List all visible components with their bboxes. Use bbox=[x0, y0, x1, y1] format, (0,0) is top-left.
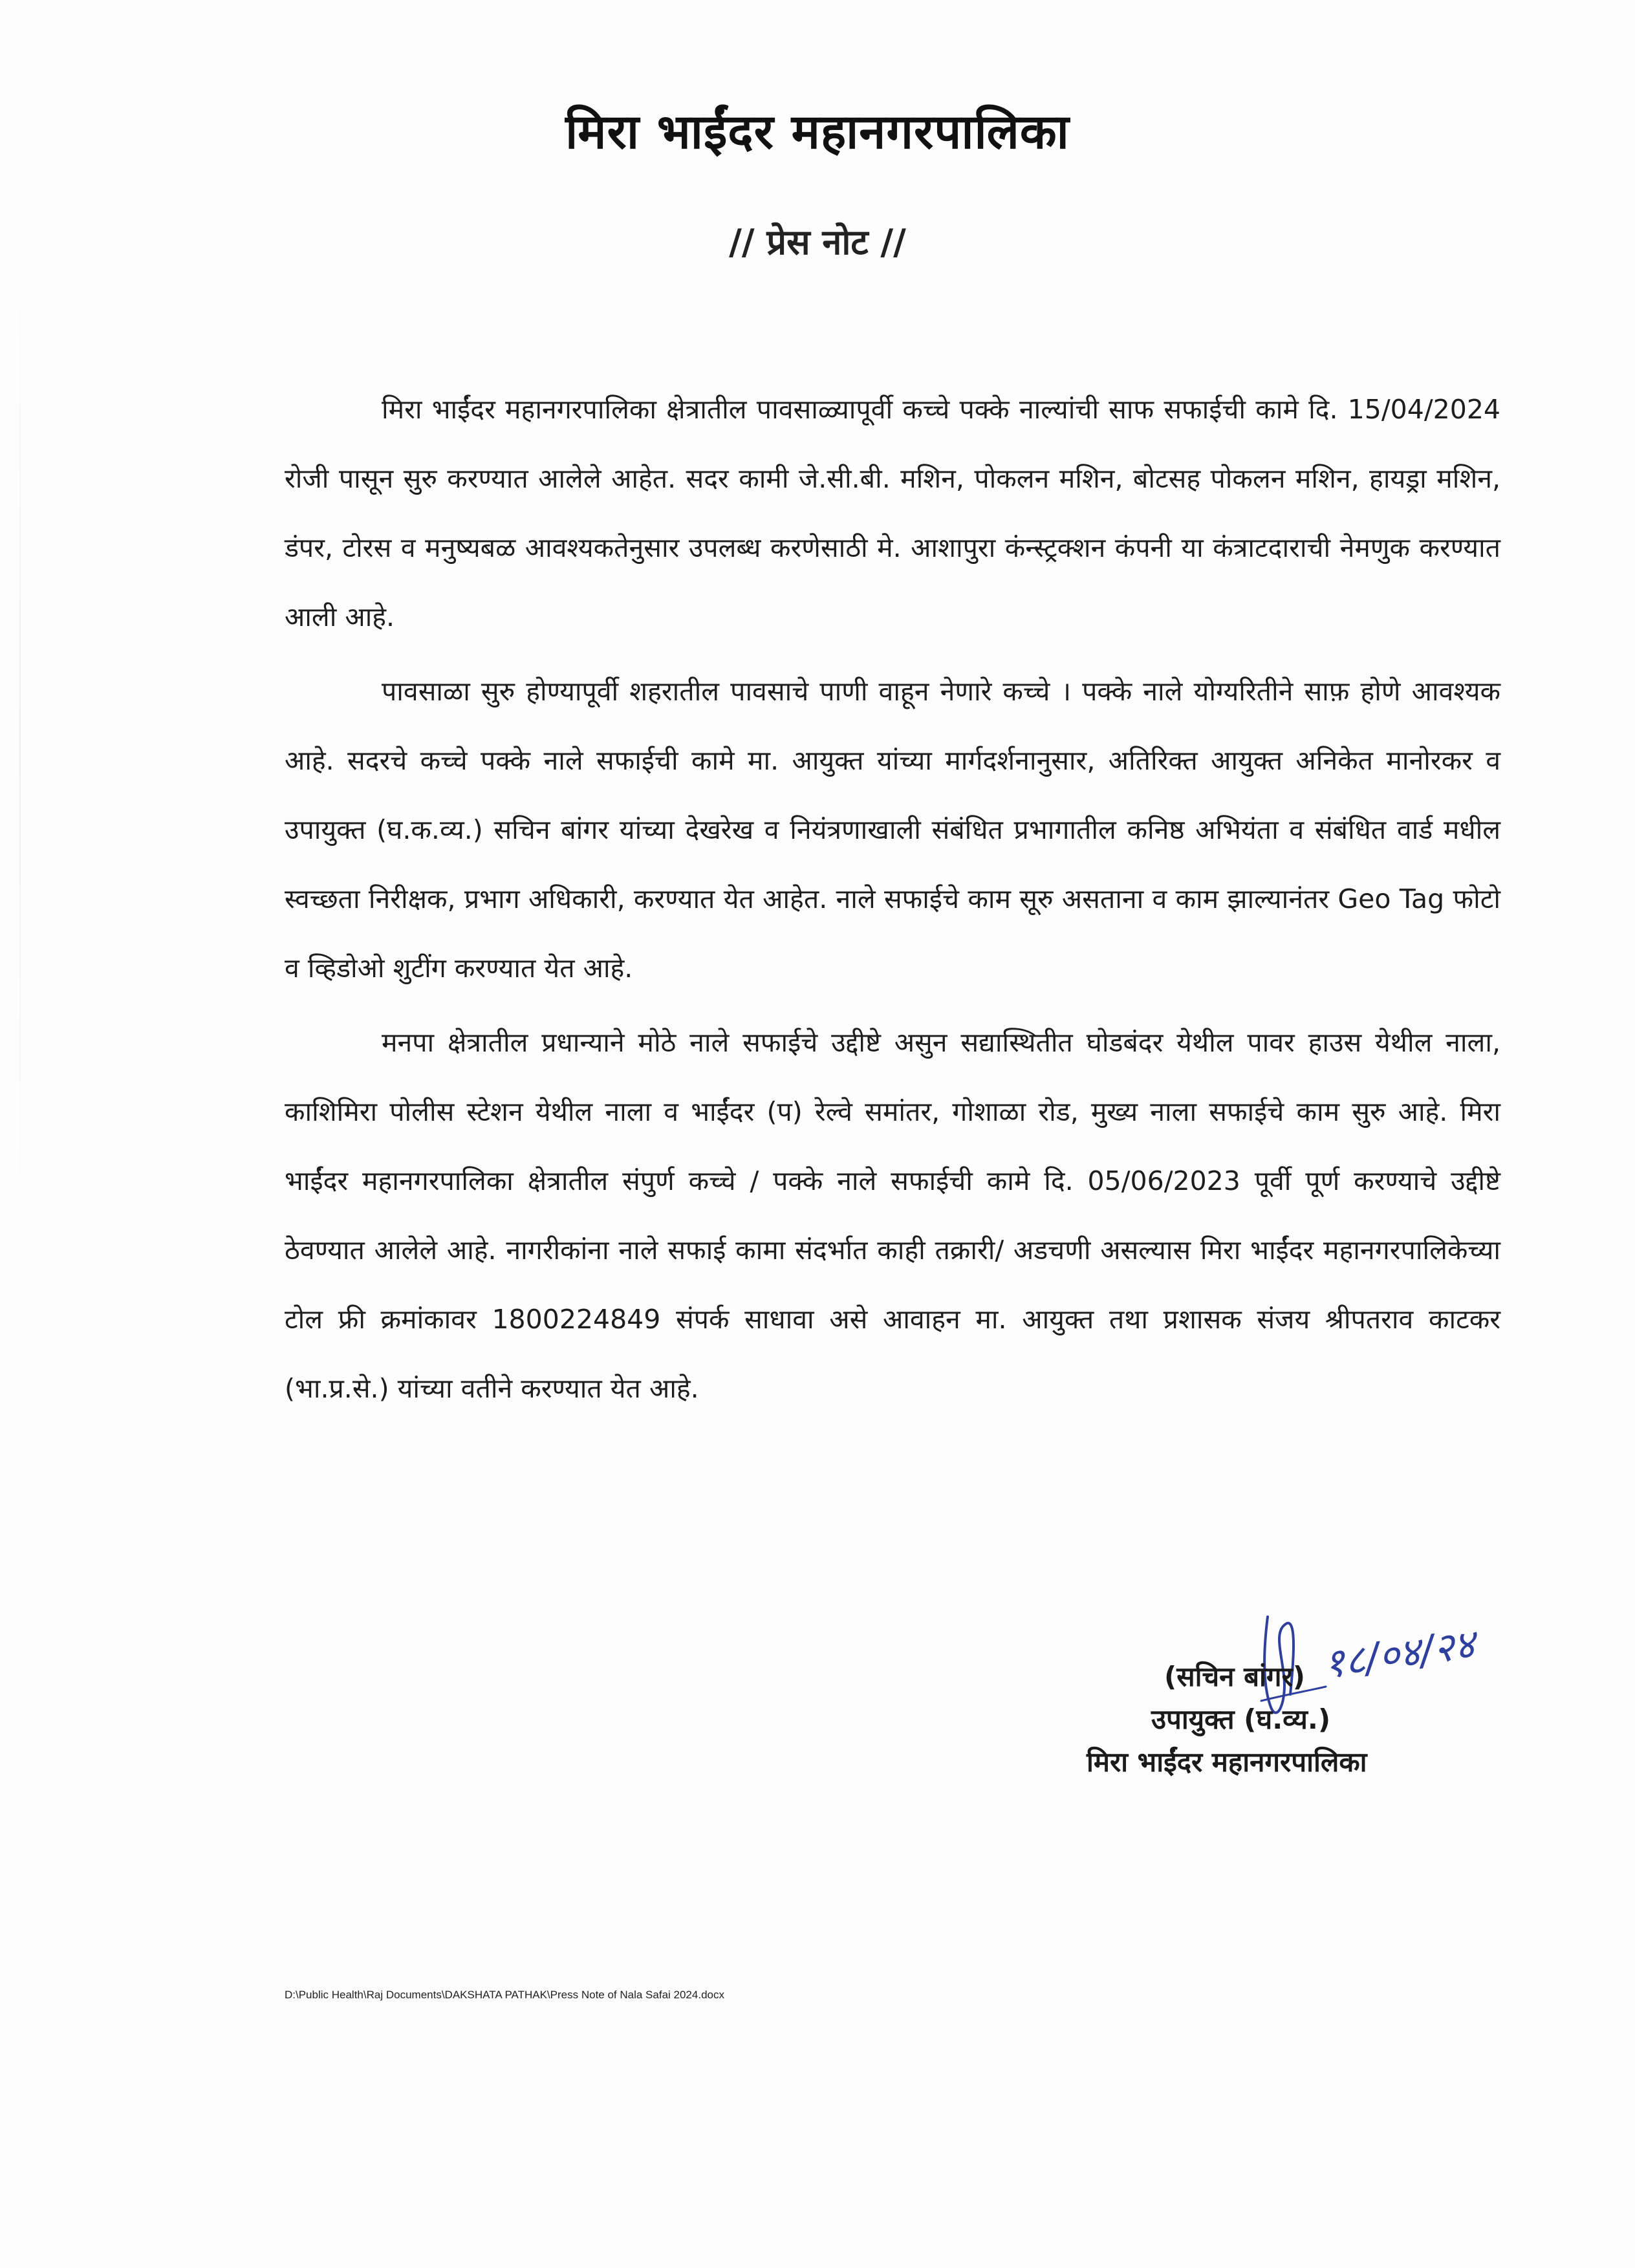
handwritten-date: १८/०४/२४ bbox=[1320, 1619, 1478, 1688]
document-file-path: D:\Public Health\Raj Documents\DAKSHATA PATHAK\Press Note of Nala Safai 2024.docx bbox=[285, 1989, 724, 2001]
press-note-body bbox=[285, 375, 1500, 1429]
signature-block bbox=[1061, 1656, 1513, 1784]
paragraph-2: पावसाळा सुरु होण्यापूर्वी शहरातील पावसाचे पाणी वाहून नेणारे कच्चे । पक्के नाले योग्यरितीने साफ़ होणे आवश्यक आहे. सदरचे कच्चे पक्के नाले सफाईची कामे मा. आयुक्त यांच्या मार्गदर्शनानुसार, अतिरिक्त आयुक्त अनिकेत मानोरकर व उपायुक्त (घ.क.व्य.) सचिन बांगर यांच्या देखरेख व नियंत्रणाखाली संबंधित प्रभागातील कनिष्ठ अभियंता व संबंधित वार्ड मधील स्वच्छता निरीक्षक, प्रभाग अधिकारी, करण्यात येत आहेत. नाले सफाईचे काम सूरु असताना व काम झाल्यानंतर Geo Tag फोटो व व्हिडोओ शुटींग करण्यात येत आहे. bbox=[285, 676, 1500, 984]
scan-edge-mark bbox=[19, 259, 21, 1229]
signatory-designation: उपायुक्त (घ.व्य.) bbox=[1151, 1703, 1331, 1735]
signatory-name: (सचिन बांगर) bbox=[1164, 1661, 1305, 1692]
page-subtitle: // प्रेस नोट // bbox=[729, 222, 906, 263]
paragraph-1: मिरा भाईंदर महानगरपालिका क्षेत्रातील पावसाळ्यापूर्वी कच्चे पक्के नाल्यांची साफ सफाईची कामे दि. 15/04/2024 रोजी पासून सुरु करण्यात आलेले आहेत. सदर कामी जे.सी.बी. मशिन, पोकलन मशिन, बोटसह पोकलन मशिन, हायड्रा मशिन, डंपर, टोरस व मनुष्यबळ आवश्यकतेनुसार उपलब्ध करणेसाठी मे. आशापुरा कंन्स्ट्रक्शन कंपनी या कंत्राटदाराची नेमणुक करण्यात आली आहे. bbox=[285, 394, 1500, 632]
paragraph-3: मनपा क्षेत्रातील प्रधान्याने मोठे नाले सफाईचे उद्दीष्टे असुन सद्यास्थितीत घोडबंदर येथील पावर हाउस येथील नाला, काशिमिरा पोलीस स्टेशन येथील नाला व भाईंदर (प) रेल्वे समांतर, गोशाळा रोड, मुख्य नाला सफाईचे काम सुरु आहे. मिरा भाईंदर महानगरपालिका क्षेत्रातील संपुर्ण कच्चे / पक्के नाले सफाईची कामे दि. 05/06/2023 पूर्वी पूर्ण करण्याचे उद्दीष्टे ठेवण्यात आलेले आहे. नागरीकांना नाले सफाई कामा संदर्भात काही तक्रारी/ अडचणी असल्यास मिरा भाईंदर महानगरपालिकेच्या टोल फ्री क्रमांकावर 1800224849 संपर्क साधावा असे आवाहन मा. आयुक्त तथा प्रशासक संजय श्रीपतराव काटकर (भा.प्र.से.) यांच्या वतीने करण्यात येत आहे. bbox=[285, 1027, 1500, 1404]
signatory-organization: मिरा भाईंदर महानगरपालिका bbox=[1087, 1746, 1367, 1778]
page-title: मिरा भाईंदर महानगरपालिका bbox=[565, 104, 1070, 160]
